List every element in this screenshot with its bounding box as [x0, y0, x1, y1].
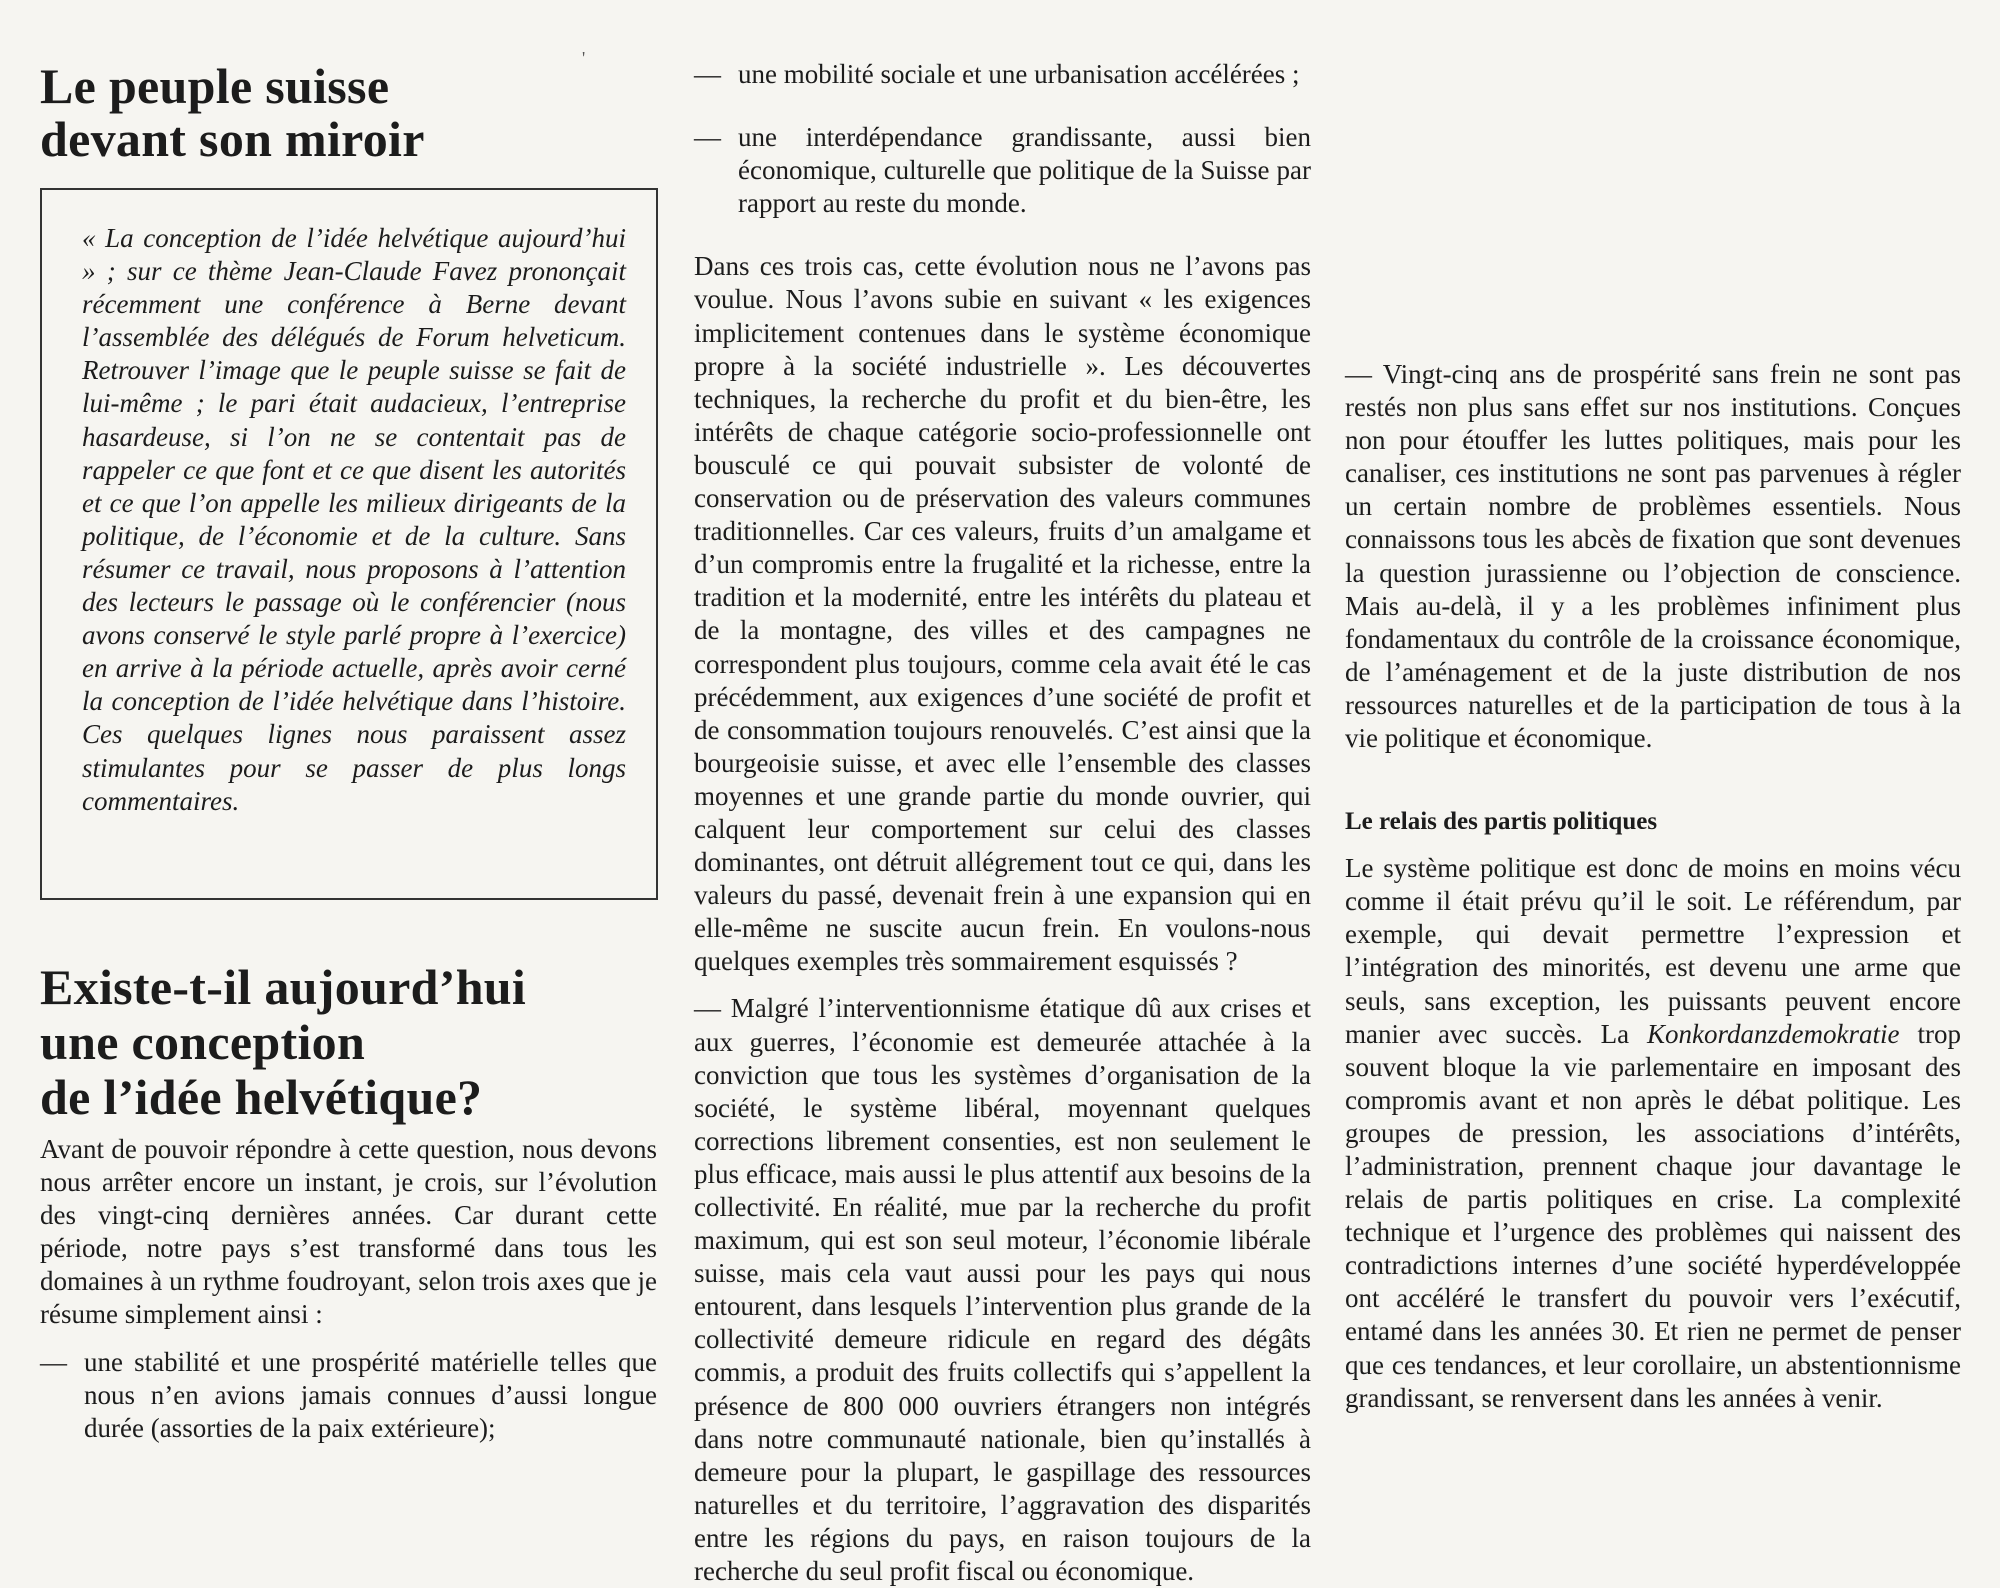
article-1-title-line-1: Le peuple suisse [40, 58, 390, 114]
article-1-title [40, 60, 657, 166]
bullet-item-1: — une stabilité et une prospérité matérielle telles que nous n’en avions jamais connues d’aussi longue durée (assorties de la paix extérieure); [40, 1346, 657, 1445]
article-2-title-line-3: de l’idée helvétique? [40, 1069, 483, 1125]
subheading-partis: Le relais des partis politiques [1345, 808, 1658, 836]
article-2-title-line-1: Existe-t-il aujourd’hui [40, 959, 527, 1015]
print-speck: ' [582, 48, 586, 68]
konkordanz-term: Konkordanzdemokratie [1647, 1018, 1900, 1049]
article-1-title-line-2: devant son miroir [40, 111, 425, 167]
intro-text: « La conception de l’idée helvétique aujourd’hui » ; sur ce thème Jean-Claude Favez prononçait récemment une conférence à Berne devant l’assemblée des délégués de Forum helveticum. Retrouver l’image que le peuple suisse se fait de lui-même ; le pari était audacieux, l’entreprise hasardeuse, si l’on ne se contentait pas de rappeler ce que font et ce que disent les autorités et ce que l’on appelle les milieux dirigeants de la politique, de l’économie et de la culture. Sans résumer ce travail, nous proposons à l’attention des lecteurs le passage où le conférencier (nous avons conservé le style parlé propre à l’exercice) en arrive à la période actuelle, après avoir cerné la conception de l’idée helvétique dans l’histoire. Ces quelques lignes nous paraissent assez stimulantes pour se passer de plus longs commentaires. [82, 223, 626, 816]
column-2 [694, 58, 1311, 1588]
column-1 [40, 58, 657, 1445]
article-2-paragraph-5 [1345, 852, 1961, 1415]
column-3-lower [1345, 358, 1961, 1415]
bullet-item-2: — une mobilité sociale et une urbanisation accélérées ; [694, 58, 1311, 91]
article-2-title-line-2: une conception [40, 1014, 366, 1070]
article-2-paragraph-2: Dans ces trois cas, cette évolution nous ne l’avons pas voulue. Nous l’avons subie en suivant « les exigences implicitement contenues dans le système économique propre à la société industrielle ». Les découvertes techniques, la recherche du profit et du bien-être, les intérêts de chaque catégorie socio-professionnelle ont bousculé ce qui pouvait subsister de volonté de conservation ou de préservation des valeurs communes traditionnelles. Car ces valeurs, fruits d’un amalgame et d’un compromis entre la frugalité et la richesse, entre la tradition et la modernité, entre les intérêts du plateau et de la montagne, des villes et des campagnes ne correspondent plus toujours, comme cela avait été le cas précédemment, aux exigences d’une société de profit et de consommation toujours renouvelés. C’est ainsi que la bourgeoisie suisse, et avec elle l’ensemble des classes moyennes et une grande partie du monde ouvrier, qui calquent leur comportement sur celui des classes dominantes, ont détruit allégrement tout ce qui, dans les valeurs du passé, devenait frein à une expansion qui en elle-même ne suscite aucun frein. En voulons-nous quelques exemples très sommairement esquissés ? [694, 251, 1311, 977]
paragraph-5-part-1: Le système politique est donc de moins en moins vécu comme il était prévu qu’il le soit. Le référendum, par exemple, qui devait permettre l’expression et l’intégration des minorités, est devenu une arme que seuls, sans exception, les puissants peuvent encore manier avec succès. La [1345, 853, 1961, 1049]
article-2-paragraph-3: — Malgré l’interventionnisme étatique dû aux crises et aux guerres, l’économie est demeurée attachée à la conviction que tous les systèmes d’organisation de la société, le système libéral, moyennant quelques corrections librement consenties, est non seulement le plus efficace, mais aussi le plus attentif aux besoins de la collectivité. En réalité, mue par la recherche du profit maximum, qui est son seul moteur, l’économie libérale suisse, mais cela vaut aussi pour les pays qui nous entourent, dans lesquels l’intervention plus grande de la collectivité demeure ridicule en regard des dégâts commis, a produit des fruits collectifs qui s’appellent la présence de 800 000 ouvriers étrangers non intégrés dans notre communauté nationale, bien qu’installés à demeure pour la plupart, le gaspillage des ressources naturelles et du territoire, l’aggravation des disparités entre les régions du pays, en raison toujours de la recherche du seul profit fiscal ou économique. [694, 993, 1311, 1587]
article-2-paragraph-1: Avant de pouvoir répondre à cette question, nous devons nous arrêter encore un instant, je crois, sur l’évolution des vingt-cinq dernières années. Car durant cette période, notre pays s’est transformé dans tous les domaines à un rythme foudroyant, selon trois axes que je résume simplement ainsi : [40, 1134, 657, 1330]
paragraph-5-part-2: trop souvent bloque la vie parlementaire en imposant des compromis avant et non après le débat politique. Les groupes de pression, les associations d’intérêts, l’administration, prennent chaque jour davantage le relais de partis politiques en crise. La complexité technique et l’urgence des problèmes qui naissent des contradictions internes d’une société hyperdéveloppée ont accéléré le transfert du pouvoir vers l’exécutif, entamé dans les années 30. Et rien ne permet de penser que ces tendances, et leur corollaire, un abstentionnisme grandissant, se renversent dans les années à venir. [1345, 1018, 1961, 1413]
bullet-item-3: — une interdépendance grandissante, aussi bien économique, culturelle que politique de la Suisse par rapport au reste du monde. [694, 121, 1311, 220]
article-2-title [40, 960, 657, 1125]
article-2-paragraph-4: — Vingt-cinq ans de prospérité sans frein ne sont pas restés non plus sans effet sur nos institutions. Conçues non pour étouffer les luttes politiques, mais pour les canaliser, ces institutions ne sont pas parvenues à régler un certain nombre de problèmes essentiels. Nous connaissons tous les abcès de fixation que sont devenues la question jurassienne ou l’objection de conscience. Mais au-delà, il y a les problèmes infiniment plus fondamentaux du contrôle de la croissance économique, de l’aménagement et de la juste distribution de nos ressources naturelles et de la participation de tous à la vie politique et économique. [1345, 359, 1961, 754]
intro-box [40, 188, 658, 900]
